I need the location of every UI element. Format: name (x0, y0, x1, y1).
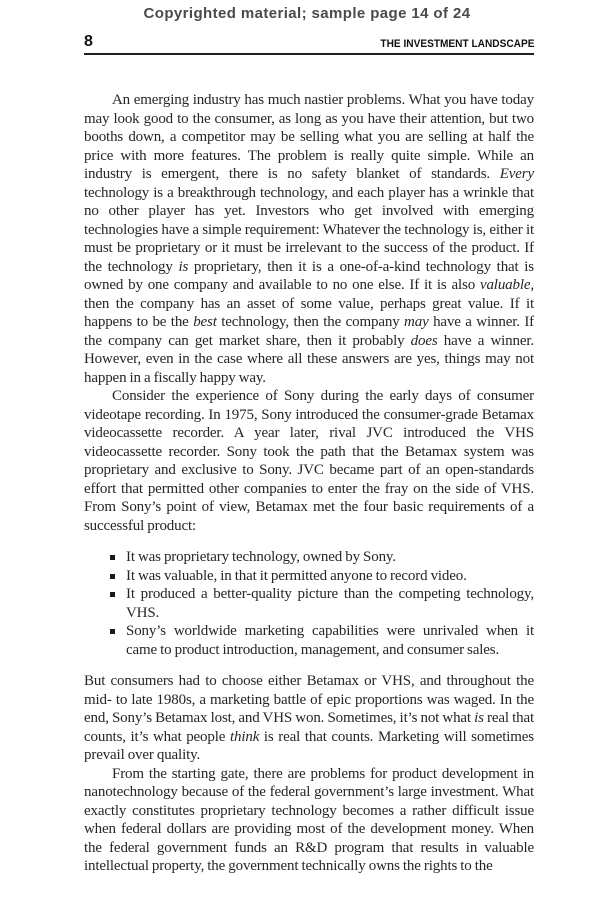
list-item (84, 585, 534, 622)
list-item (84, 548, 534, 567)
paragraph-betamax-vhs-battle: But consumers had to choose either Betamax or VHS, and throughout the mid- to late 1980s, a marketing battle of epic proportions was waged. In the end, Sony’s Betamax lost, and VHS won. Sometimes, it’s not what is real that counts, it’s what people think is real that counts. Marketing will sometimes prevail over quality. (84, 673, 534, 763)
page-number: 8 (84, 33, 93, 50)
betamax-requirements-list (84, 548, 534, 659)
paragraph-emerging-industry: An emerging industry has much nastier problems. What you have today may look good to the consumer, as long as you have their attention, but two booths down, a competitor may be selling what you are selling at half the price with more features. The problem is really quite simple. While an industry is emergent, there is no safety blanket of standards. Every technology is a breakthrough technology, and each player has a wrinkle that no other player has yet. Investors who get involved with emerging technologies have a simple requirement: Whatever the technology is, either it must be proprietary or it must be irrelevant to the success of the product. If the technology is proprietary, then it is a one-of-a-kind technology that is owned by one company and available to no one else. If it is also valuable, then the company has an asset of some value, perhaps great value. If it happens to be the best technology, then the company may have a winner. If the company can get market share, then it probably does have a winner. However, even in the case where all these answers are yes, things may not happen in a fiscally happy way. (84, 92, 535, 386)
list-item (84, 567, 534, 586)
list-item-text: It was valuable, in that it permitted anyone to record video. (126, 567, 467, 584)
page-header (84, 34, 534, 55)
list-item-text: Sony’s worldwide marketing capabilities were unrivaled when it came to product introduction, management, and consumer sales. (126, 623, 534, 658)
body-text-block (84, 91, 534, 876)
running-title: THE INVESTMENT LANDSCAPE (379, 38, 534, 50)
paragraph-nanotechnology-funding: From the starting gate, there are problems for product development in nanotechnology because of the federal government’s large investment. What exactly constitutes proprietary technology becomes a rather difficult issue when federal dollars are providing most of the development money. When the federal government funds an R&D program that results in valuable intellectual property, the government technically owns the rights to the (84, 765, 534, 874)
list-item-text: It was proprietary technology, owned by Sony. (126, 549, 396, 565)
square-bullet-icon (110, 592, 115, 597)
square-bullet-icon (110, 629, 115, 634)
square-bullet-icon (110, 555, 115, 560)
list-item-text: It produced a better-quality picture than the competing technology, VHS. (126, 586, 534, 621)
list-item (84, 622, 534, 659)
paragraph-sony-betamax: Consider the experience of Sony during the early days of consumer videotape recording. In 1975, Sony introduced the consumer-grade Betamax videocassette recorder. A year later, rival JVC introduced the VHS videocassette recorder. Sony took the path that the Betamax system was proprietary and exclusive to Sony. JVC became part of an open-standards effort that permitted other companies to enter the fray on the side of VHS. From Sony’s point of view, Betamax met the four basic requirements of a successful product: (84, 388, 534, 534)
square-bullet-icon (110, 574, 115, 579)
copyright-sample-banner: Copyrighted material; sample page 14 of 24 (143, 5, 471, 22)
